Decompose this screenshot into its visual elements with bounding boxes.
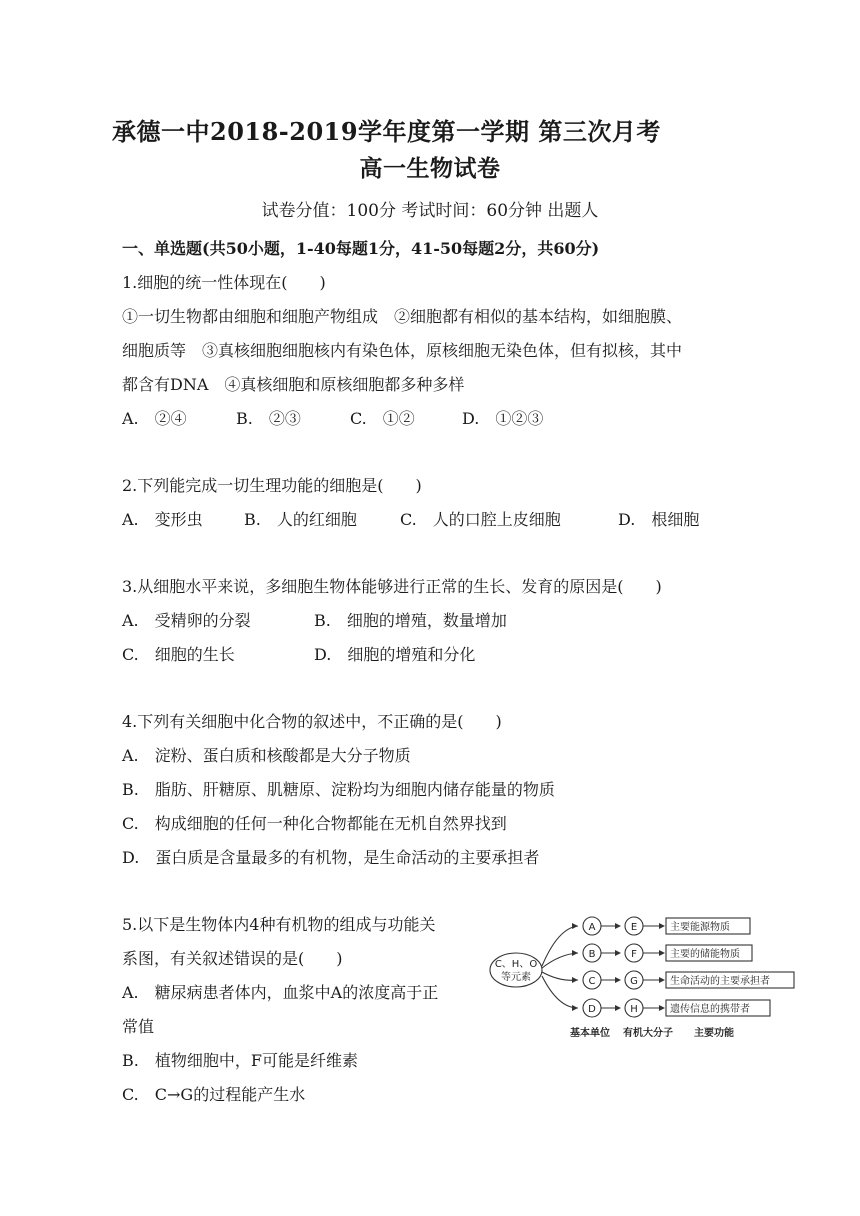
q5-stem-line1: 5.以下是生物体内4种有机物的组成与功能关 <box>122 915 436 934</box>
function-label-g: 生命活动的主要承担者 <box>670 976 770 987</box>
function-label-h: 遗传信息的携带者 <box>670 1004 750 1015</box>
unit-label-c: C <box>588 976 596 987</box>
q2-option-d: D. 根细胞 <box>618 510 700 529</box>
exam-subtitle: 高一生物试卷 <box>359 155 501 182</box>
source-label-line2: 等元素 <box>501 972 531 983</box>
source-label-line1: C、H、O <box>494 959 538 970</box>
macro-label-e: E <box>630 922 638 933</box>
q4-option-c: C. 构成细胞的任何一种化合物都能在无机自然界找到 <box>122 814 507 833</box>
q1-option-a: A. ②④ <box>122 409 187 428</box>
organic-compound-diagram <box>488 908 808 1048</box>
q2-stem: 2.下列能完成一切生理功能的细胞是( ) <box>122 476 422 495</box>
q4-stem: 4.下列有关细胞中化合物的叙述中，不正确的是( ) <box>122 712 502 731</box>
column-label-unit: 基本单位 <box>570 1028 610 1039</box>
q1-option-c: C. ①② <box>350 409 415 428</box>
q3-option-a: A. 受精卵的分裂 <box>122 611 251 630</box>
function-label-f: 主要的储能物质 <box>670 949 740 960</box>
macro-label-g: G <box>630 976 638 987</box>
section-heading: 一、单选题(共50小题，1-40每题1分，41-50每题2分，共60分) <box>122 239 600 258</box>
column-label-macro: 有机大分子 <box>623 1028 673 1039</box>
q4-option-d: D. 蛋白质是含量最多的有机物，是生命活动的主要承担者 <box>122 848 540 867</box>
unit-label-b: B <box>588 949 596 960</box>
q4-option-a: A. 淀粉、蛋白质和核酸都是大分子物质 <box>122 746 411 765</box>
unit-label-a: A <box>588 922 596 933</box>
q3-option-c: C. 细胞的生长 <box>122 645 235 664</box>
q1-stem: 1.细胞的统一性体现在( ) <box>122 273 326 292</box>
q2-option-c: C. 人的口腔上皮细胞 <box>400 510 561 529</box>
branch-a <box>542 926 578 966</box>
q5-option-c: C. C→G的过程能产生水 <box>122 1085 306 1104</box>
q2-option-a: A. 变形虫 <box>122 510 203 529</box>
q3-option-b: B. 细胞的增殖，数量增加 <box>314 611 507 630</box>
column-label-function: 主要功能 <box>694 1028 734 1039</box>
q1-body-line2: 细胞质等 ③真核细胞细胞核内有染色体，原核细胞无染色体，但有拟核，其中 <box>122 341 683 360</box>
q1-option-d: D. ①②③ <box>462 409 544 428</box>
q1-body-line1: ①一切生物都由细胞和细胞产物组成 ②细胞都有相似的基本结构，如细胞膜、 <box>122 307 683 326</box>
q4-option-b: B. 脂肪、肝糖原、肌糖原、淀粉均为细胞内储存能量的物质 <box>122 780 555 799</box>
q3-stem: 3.从细胞水平来说，多细胞生物体能够进行正常的生长、发育的原因是( ) <box>122 577 662 596</box>
exam-meta: 试卷分值：100分 考试时间：60分钟 出题人 <box>261 201 599 221</box>
unit-label-d: D <box>588 1004 596 1015</box>
macro-label-h: H <box>630 1004 638 1015</box>
function-label-e: 主要能源物质 <box>670 922 730 933</box>
q5-option-b: B. 植物细胞中，F可能是纤维素 <box>122 1051 358 1070</box>
q1-body-line3: 都含有DNA ④真核细胞和原核细胞都多种多样 <box>122 375 465 394</box>
q5-option-a-line2: 常值 <box>122 1017 155 1036</box>
exam-title: 承德一中2018-2019学年度第一学期 第三次月考 <box>112 117 661 146</box>
q3-option-d: D. 细胞的增殖和分化 <box>314 645 476 664</box>
macro-label-f: F <box>631 949 637 960</box>
q2-option-b: B. 人的红细胞 <box>244 510 357 529</box>
q1-option-b: B. ②③ <box>236 409 301 428</box>
q5-stem-line2: 系图，有关叙述错误的是( ) <box>122 949 343 968</box>
q5-option-a-line1: A. 糖尿病患者体内，血浆中A的浓度高于正 <box>122 983 439 1002</box>
